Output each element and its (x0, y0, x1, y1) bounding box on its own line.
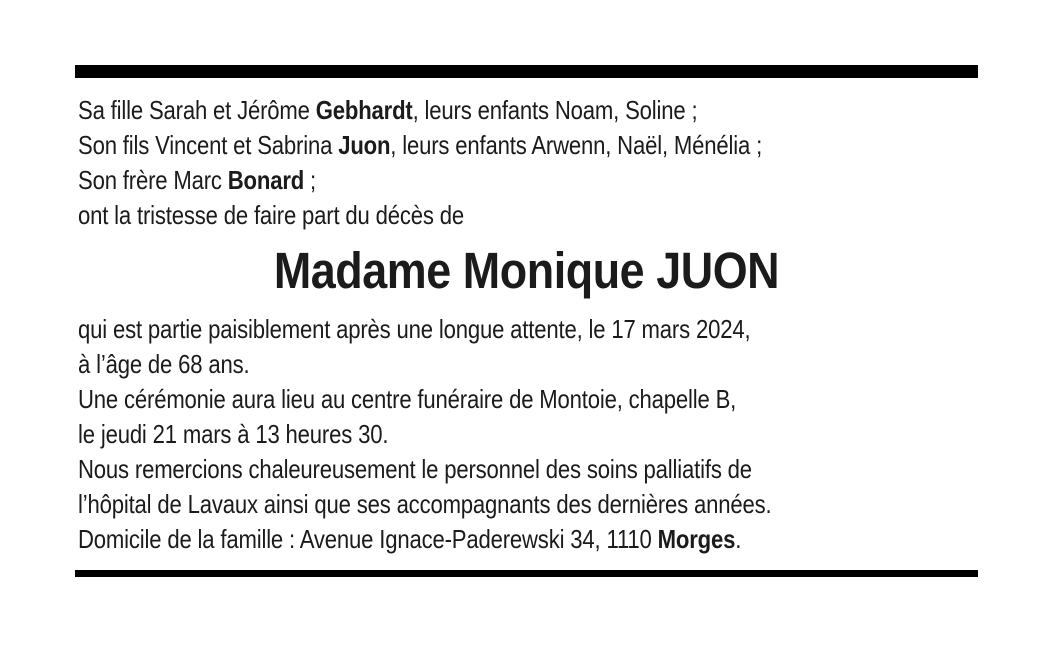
text-segment: le jeudi 21 mars à 13 heures 30. (78, 419, 389, 449)
text-segment: Une cérémonie aura lieu au centre funéraire de Montoie, chapelle B, (78, 384, 737, 414)
text-segment: Son frère Marc (78, 165, 228, 195)
notice-body-paragraph (78, 312, 978, 557)
emphasized-name: Gebhardt (315, 95, 413, 125)
deceased-name (129, 240, 924, 302)
text-line (78, 93, 843, 128)
text-line (78, 198, 843, 233)
text-line (78, 128, 843, 163)
text-line (78, 312, 843, 347)
family-intro-paragraph (78, 93, 978, 233)
text-segment: Son fils Vincent et Sabrina (78, 130, 339, 160)
text-line (78, 382, 843, 417)
text-segment: ; (304, 165, 317, 195)
emphasized-name: Morges (657, 524, 736, 554)
text-segment: Nous remercions chaleureusement le personnel des soins palliatifs de (78, 454, 752, 484)
text-line (78, 417, 843, 452)
death-notice (75, 65, 978, 577)
text-segment: . (735, 524, 742, 554)
text-line (78, 487, 843, 522)
text-line (78, 452, 843, 487)
emphasized-name: Juon (338, 130, 391, 160)
text-line (78, 522, 843, 557)
text-segment: ont la tristesse de faire part du décès de (78, 200, 464, 230)
text-segment: qui est partie paisiblement après une longue attente, le 17 mars 2024, (78, 314, 751, 344)
emphasized-name: Bonard (227, 165, 305, 195)
text-line (78, 163, 843, 198)
text-segment: , leurs enfants Arwenn, Naël, Ménélia ; (390, 130, 763, 160)
text-segment: Sa fille Sarah et Jérôme (78, 95, 316, 125)
text-segment: Domicile de la famille : Avenue Ignace-Paderewski 34, 1110 (78, 524, 658, 554)
bottom-rule (75, 570, 978, 577)
top-rule (75, 65, 978, 78)
text-segment: à l’âge de 68 ans. (78, 349, 250, 379)
text-line (78, 347, 843, 382)
text-segment: l’hôpital de Lavaux ainsi que ses accompagnants des dernières années. (78, 489, 772, 519)
text-segment: , leurs enfants Noam, Soline ; (412, 95, 698, 125)
deceased-name-text: Madame Monique JUON (273, 242, 780, 299)
